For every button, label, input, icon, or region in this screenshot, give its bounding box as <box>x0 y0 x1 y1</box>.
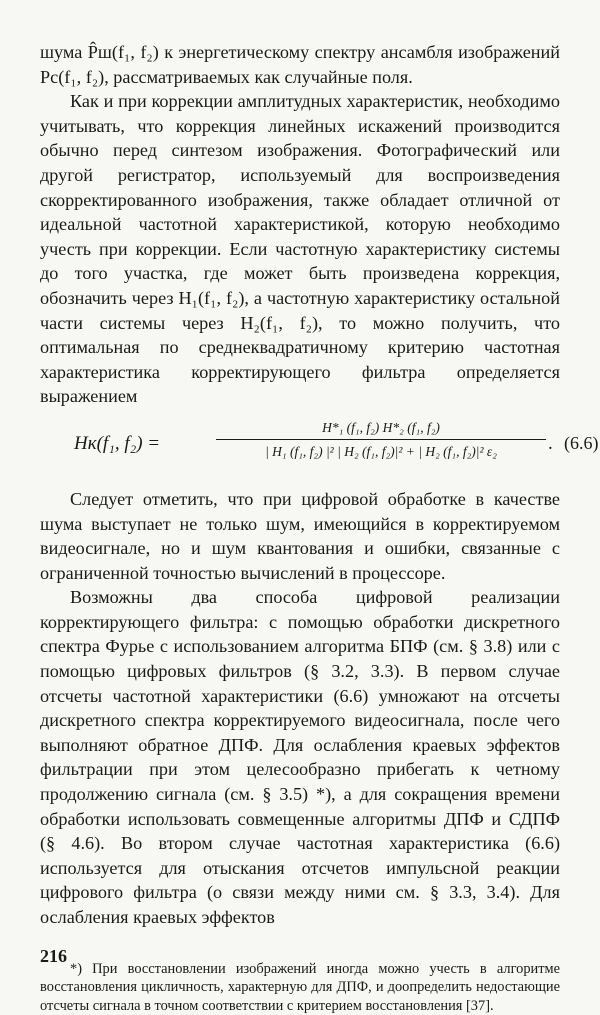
formula-denominator: | H₁ (f₁, f₂) |² | H₂ (f₁, f₂)|² + | H₂ (f₁, f₂)|² ε₂ <box>265 443 497 459</box>
paragraph-correction-intro: Как и при коррекции амплитудных характеристик, необходимо учитывать, что коррекция линейных искажений производится обычно перед синтезом изображения. Фотографический или другой регистратор, используемый для воспроизведения скорректированного изображения, также обладает отличной от идеальной частотной характеристикой, которую необходимо учесть при коррекции. Если частотную характеристику системы до того участка, где может быть произведена коррекция, обозначить через H₁(f₁, f₂), а частотную характеристику остальной части системы через H₂(f₁, f₂), то можно получить, что оптимальная по среднеквадратичному критерию частотная характеристика корректирующего фильтра определяется выражением <box>40 91 560 407</box>
page-number: 216 <box>40 946 67 966</box>
fraction-bar <box>216 439 546 440</box>
formula-number: (6.6) <box>564 432 599 453</box>
formula-numerator: H*₁ (f₁, f₂) H*₂ (f₁, f₂) <box>322 419 440 435</box>
paragraph-noise-note: Следует отметить, что при цифровой обработке в качестве шума выступает не только шум, имеющийся в корректируемом видеосигнале, но и шум квантования и ошибки, связанные с ограниченной точностью вычислений в процессоре. <box>40 488 560 583</box>
formula-lhs: Hк(f₁, f₂) = <box>74 432 161 454</box>
paragraph-digital-implementation: Возможны два способа цифровой реализации корректирующего фильтра: с помощью обработки дискретного спектра Фурье с использованием алгоритма БПФ (см. § 3.8) или с помощью цифровых фильтров (§ 3.2, 3.3). В первом случае отсчеты частотной характеристики (6.6) умножают на отсчеты дискретного спектра корректируемого видеосигнала, после чего выполняют обратное ДПФ. Для ослабления краевых эффектов фильтрации при этом целесообразно прибегать к четному продолжению сигнала (см. § 3.5) *), а для сокращения времени обработки использовать совмещенные алгоритмы ДПФ и СДПФ (§ 4.6). Во втором случае частотная характеристика (6.6) используется для отыскания отсчетов импульсной реакции цифрового фильтра (о связи между ними см. § 3.3, 3.4). Для ослабления краевых эффектов <box>40 587 560 927</box>
formula-fraction <box>216 419 546 461</box>
formula-period: . <box>548 432 553 454</box>
footnote: *) При восстановлении изображений иногда можно учесть в алгоритме восстановления цикличность, характерную для ДПФ, и доопределить недостающие отсчеты сигнала в точном соответствии с критерием восстановления [37]. <box>40 960 560 1014</box>
formula-6-6 <box>40 417 599 471</box>
paragraph-continuation: шума P̂ш(f₁, f₂) к энергетическому спектру ансамбля изображений Pc(f₁, f₂), рассматриваемых как случайные поля. <box>40 42 560 87</box>
